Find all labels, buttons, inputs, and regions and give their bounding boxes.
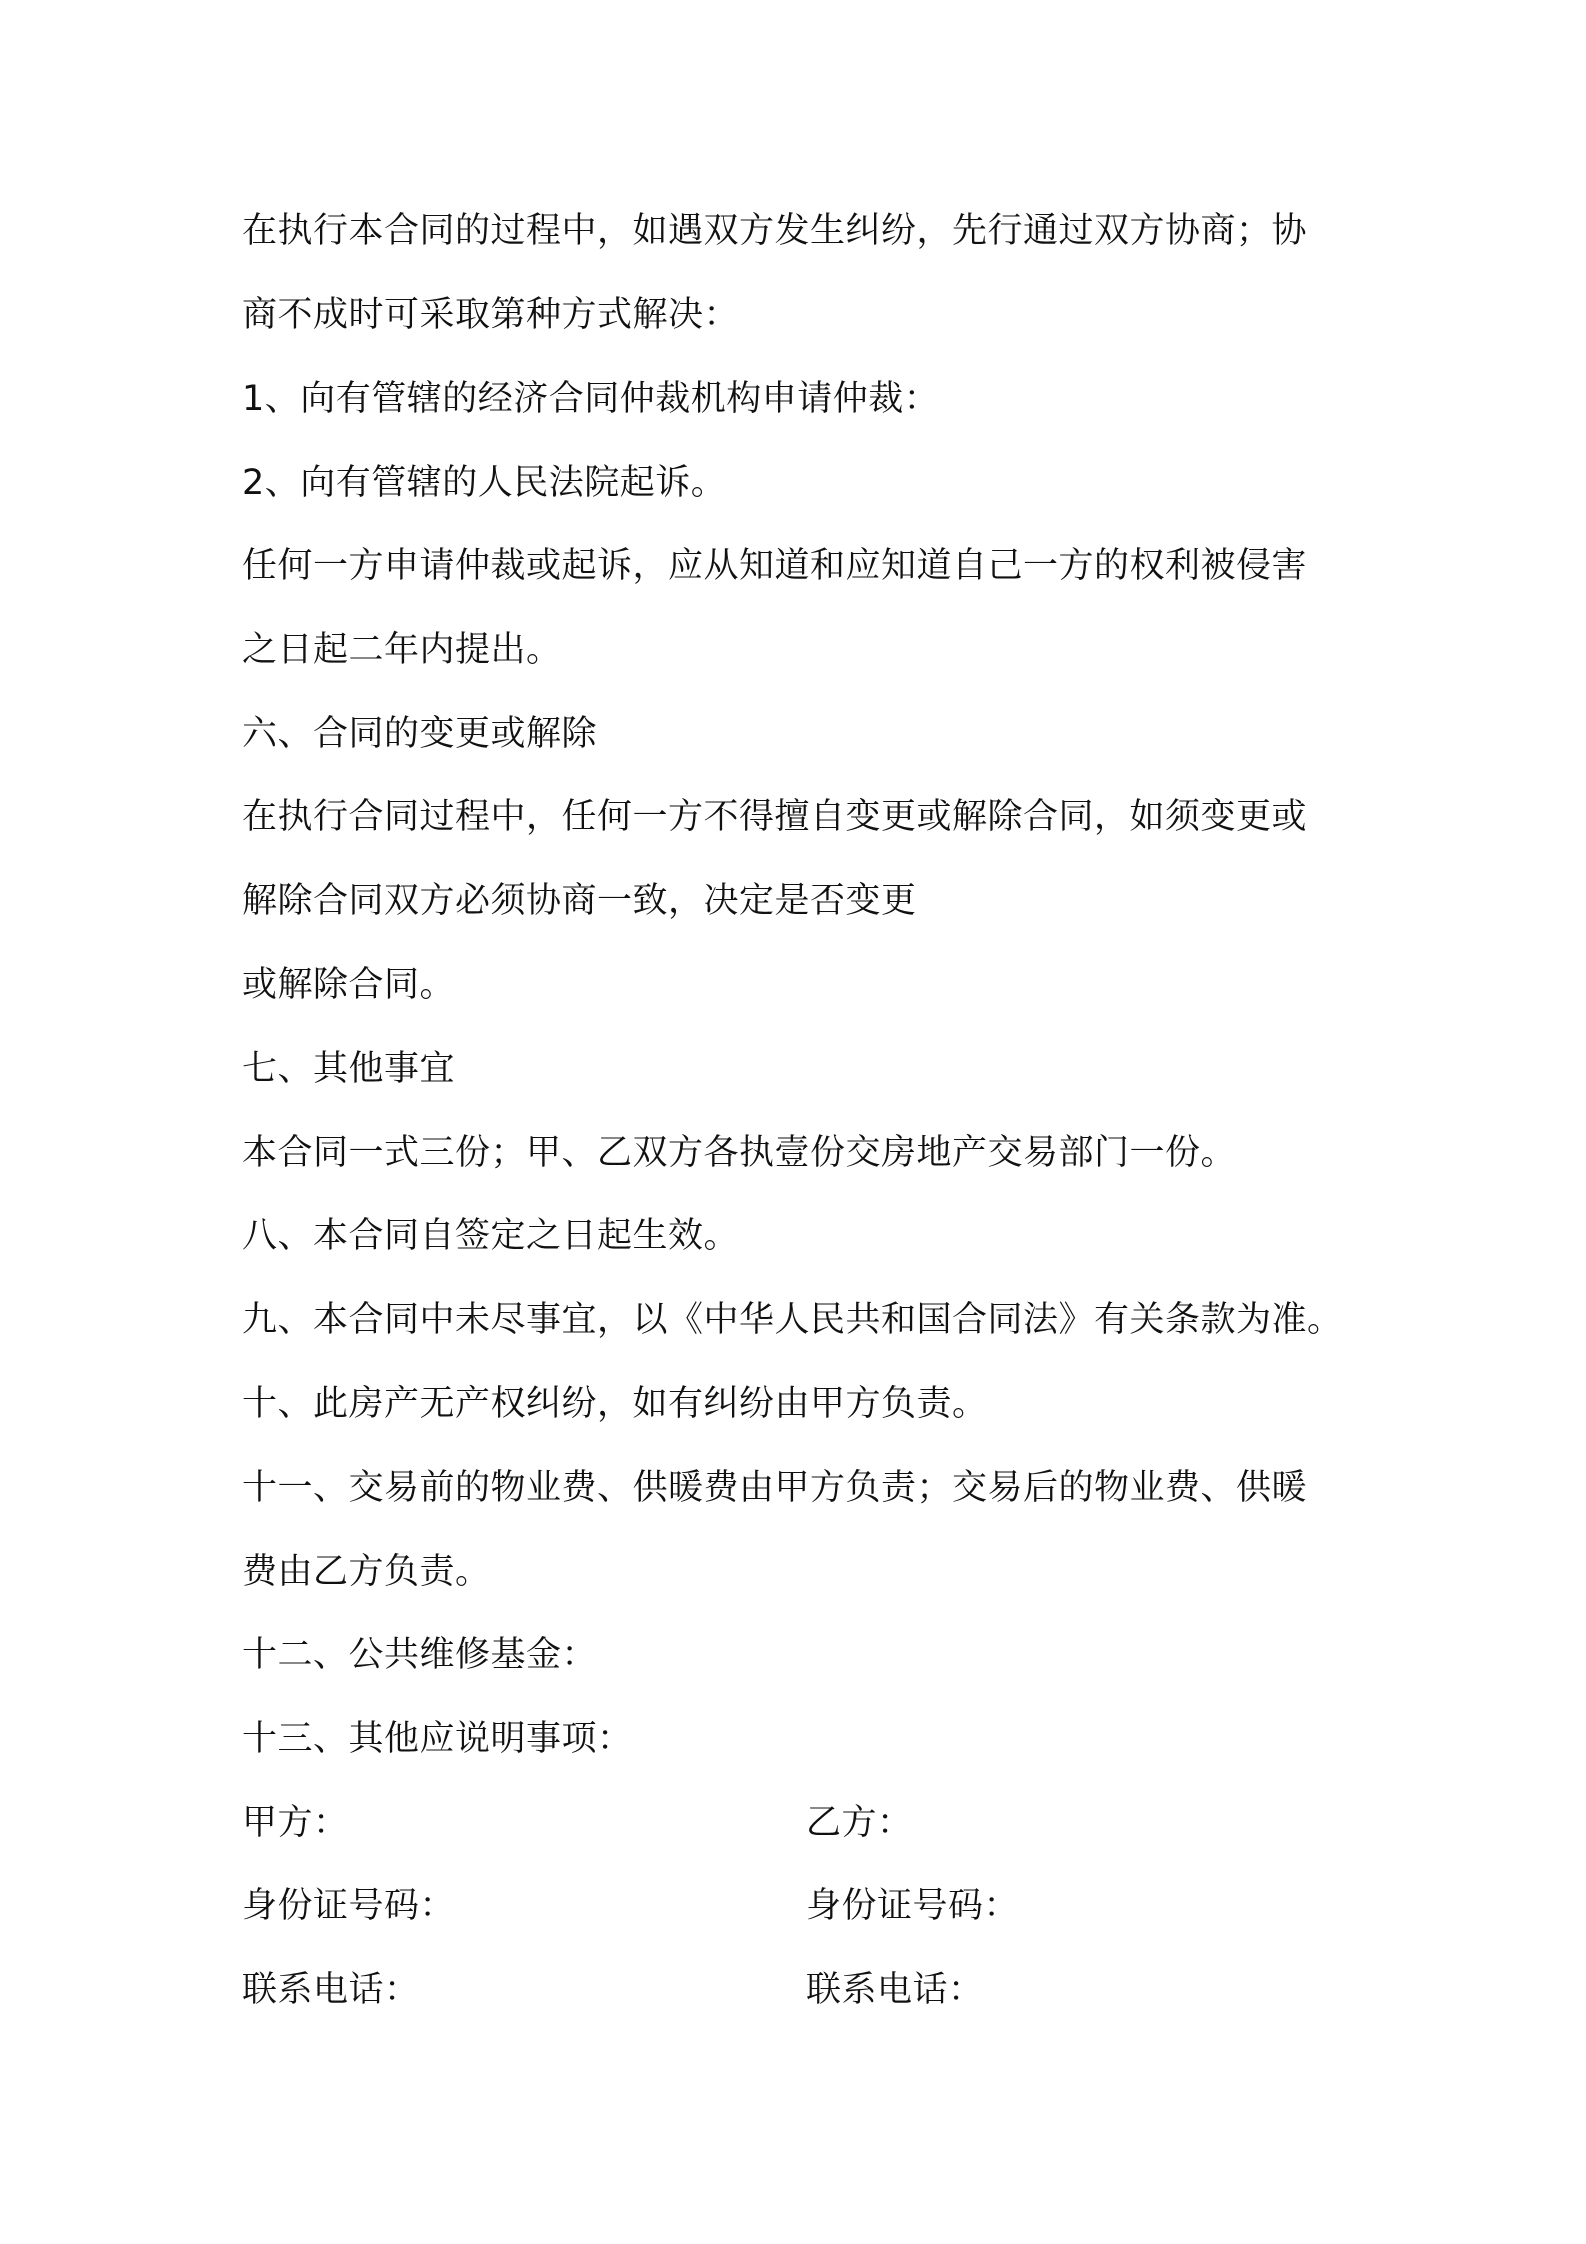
- clause-8: 八、本合同自签定之日起生效。: [242, 1216, 740, 1256]
- paragraph-copies: 本合同一式三份；甲、乙双方各执壹份交房地产交易部门一份。: [242, 1133, 1237, 1173]
- paragraph-time-limit-line-2: 之日起二年内提出。: [242, 630, 562, 670]
- clause-11-line-2: 费由乙方负责。: [242, 1552, 491, 1592]
- paragraph-dispute-line-1: 在执行本合同的过程中，如遇双方发生纠纷，先行通过双方协商；协: [242, 211, 1308, 251]
- section-heading-6: 六、合同的变更或解除: [242, 714, 598, 754]
- party-a-phone-label: 联系电话：: [242, 1970, 420, 2010]
- party-b-phone-label: 联系电话：: [806, 1970, 984, 2010]
- clause-9: 九、本合同中未尽事宜，以《中华人民共和国合同法》有关条款为准。: [242, 1300, 1343, 1340]
- list-item-arbitration: 1、向有管辖的经济合同仲裁机构申请仲裁：: [242, 379, 940, 419]
- party-b-id-label: 身份证号码：: [806, 1886, 1020, 1926]
- clause-10: 十、此房产无产权纠纷，如有纠纷由甲方负责。: [242, 1384, 988, 1424]
- paragraph-modification-line-2: 解除合同双方必须协商一致，决定是否变更: [242, 881, 917, 921]
- clause-11-line-1: 十一、交易前的物业费、供暖费由甲方负责；交易后的物业费、供暖: [242, 1468, 1308, 1508]
- clause-12: 十二、公共维修基金：: [242, 1635, 598, 1675]
- party-a-label: 甲方：: [242, 1803, 349, 1843]
- paragraph-modification-line-3: 或解除合同。: [242, 965, 456, 1005]
- paragraph-time-limit-line-1: 任何一方申请仲裁或起诉，应从知道和应知道自己一方的权利被侵害: [242, 546, 1308, 586]
- section-heading-7: 七、其他事宜: [242, 1049, 456, 1089]
- paragraph-dispute-line-2: 商不成时可采取第种方式解决：: [242, 295, 740, 335]
- clause-13: 十三、其他应说明事项：: [242, 1719, 633, 1759]
- paragraph-modification-line-1: 在执行合同过程中，任何一方不得擅自变更或解除合同，如须变更或: [242, 797, 1308, 837]
- party-a-id-label: 身份证号码：: [242, 1886, 456, 1926]
- party-b-label: 乙方：: [806, 1803, 913, 1843]
- list-item-lawsuit: 2、向有管辖的人民法院起诉。: [242, 463, 727, 503]
